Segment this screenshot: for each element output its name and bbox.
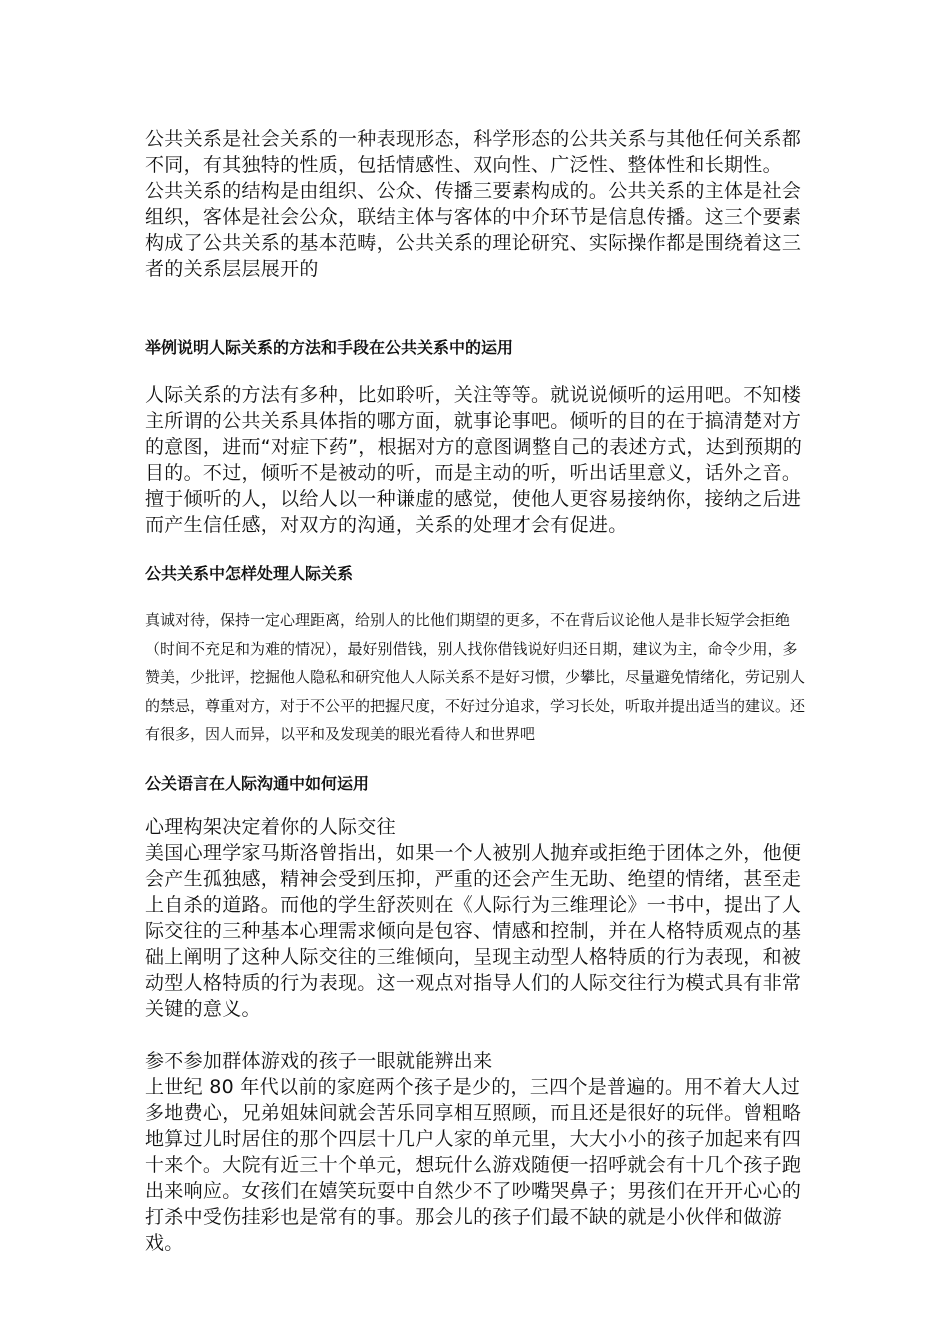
- section-1-body: 人际关系的方法有多种，比如聆听，关注等等。就说说倾听的运用吧。不知楼主所谓的公共关系具体指的哪方面，就事论事吧。倾听的目的在于搞清楚对方的意图，进而“对症下药”，根据对方的意图调整自己的表述方式，达到预期的目的。不过，倾听不是被动的听，而是主动的听，听出话里意义，话外之音。擅于倾听的人，以给人以一种谦虚的感觉，使他人更容易接纳你，接纳之后进而产生信任感，对双方的沟通，关系的处理才会有促进。: [145, 384, 803, 536]
- section-3-subtitle-2: 参不参加群体游戏的孩子一眼就能辨出来: [145, 1049, 493, 1072]
- section-3-heading: 公关语言在人际沟通中如何运用: [145, 773, 370, 793]
- intro-paragraph-1: 公共关系是社会关系的一种表现形态，科学形态的公共关系与其他任何关系都不同，有其独特的性质，包括情感性、双向性、广泛性、整体性和长期性。: [145, 128, 802, 176]
- section-2-heading: 公共关系中怎样处理人际关系: [145, 564, 354, 583]
- section-2-body: 真诚对待，保持一定心理距离，给别人的比他们期望的更多，不在背后议论他人是非长短学会拒绝（时间不充足和为难的情况），最好别借钱，别人找你借钱说好归还日期，建议为主，命令少用，多赞美，少批评，挖掘他人隐私和研究他人人际关系不是好习惯，少攀比，尽量避免情绪化，劳记别人的禁忌，尊重对方，对于不公平的把握尺度，不好过分追求，学习长处，听取并提出适当的建议。还有很多，因人而异，以平和及发现美的眼光看待人和世界吧: [145, 611, 806, 743]
- section-3-body-2: 上世纪 80 年代以前的家庭两个孩子是少的，三四个是普遍的。用不着大人过多地费心，兄弟姐妹间就会苦乐同享相互照顾，而且还是很好的玩伴。曾粗略地算过儿时居住的那个四层十几户人家的单元里，大大小小的孩子加起来有四十来个。大院有近三十个单元，想玩什么游戏随便一招呼就会有十几个孩子跑出来响应。女孩们在嬉笑玩耍中自然少不了吵嘴哭鼻子；男孩们在开开心心的打杀中受伤挂彩也是常有的事。那会儿的孩子们最不缺的就是小伙伴和做游戏。: [145, 1075, 802, 1254]
- document-page: [145, 126, 810, 1256]
- intro-paragraph-2: 公共关系的结构是由组织、公众、传播三要素构成的。公共关系的主体是社会组织，客体是社会公众，联结主体与客体的中介环节是信息传播。这三个要素构成了公共关系的基本范畴，公共关系的理论研究、实际操作都是围绕着这三者的关系层层展开的: [145, 180, 802, 280]
- section-3-body-1: 美国心理学家马斯洛曾指出，如果一个人被别人抛弃或拒绝于团体之外，他便会产生孤独感，精神会受到压抑，严重的还会产生无助、绝望的情绪，甚至走上自杀的道路。而他的学生舒茨则在《人际行为三维理论》一书中，提出了人际交往的三种基本心理需求倾向是包容、情感和控制，并在人格特质观点的基础上阐明了这种人际交往的三维倾向，呈现主动型人格特质的行为表现，和被动型人格特质的行为表现。这一观点对指导人们的人际交往行为模式具有非常关键的意义。: [145, 841, 802, 1020]
- section-3-subtitle-1: 心理构架决定着你的人际交往: [145, 815, 396, 838]
- section-1-heading: 举例说明人际关系的方法和手段在公共关系中的运用: [145, 338, 514, 357]
